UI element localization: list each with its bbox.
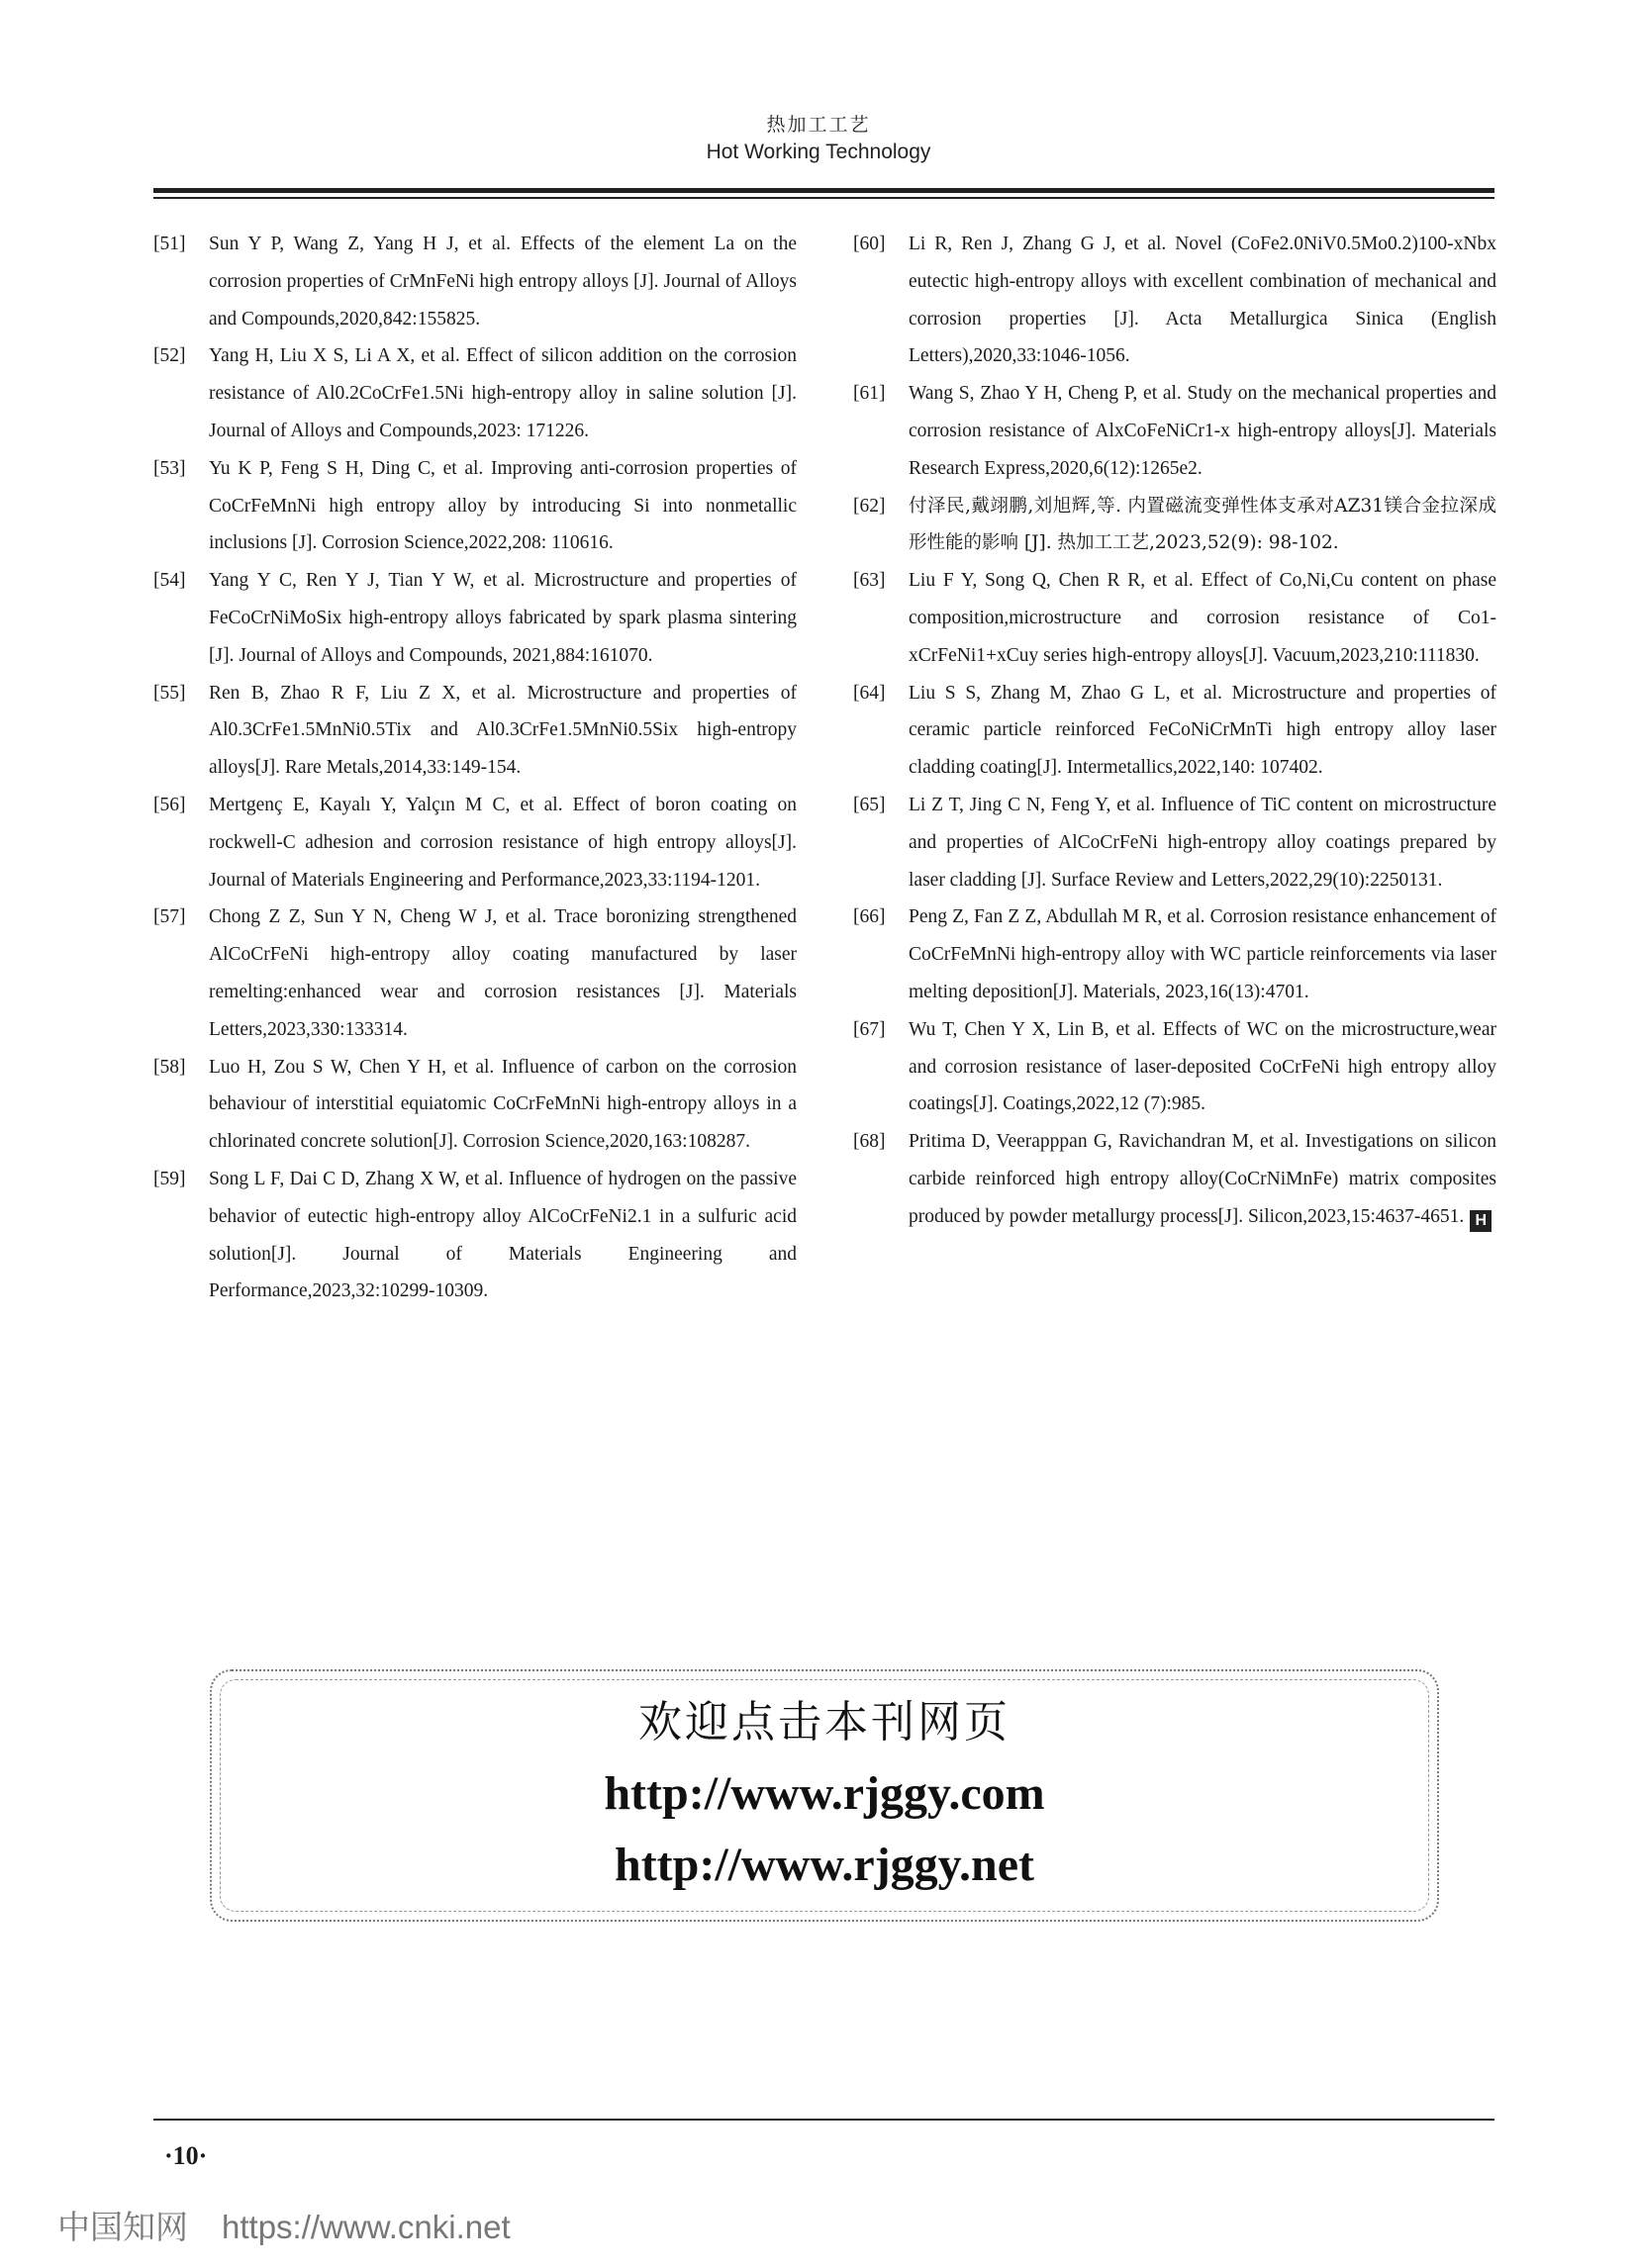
- reference-text: Song L F, Dai C D, Zhang X W, et al. Influence of hydrogen on the passive behavior of eutectic high-entropy alloy AlCoCrFeNi2.1 in a sulfuric acid solution[J]. Journal of Materials Engineering and Performance,2023,32:10299-10309.: [209, 1168, 797, 1302]
- reference-number: [51]: [153, 234, 186, 254]
- reference-text: Liu F Y, Song Q, Chen R R, et al. Effect of Co,Ni,Cu content on phase composition,microstructure and corrosion resistance of Co1-xCrFeNi1+xCuy series high-entropy alloys[J]. Vacuum,2023,210:111830.: [909, 570, 1496, 666]
- reference-entry: [853, 562, 1496, 674]
- reference-number: [52]: [153, 345, 186, 367]
- banner-url-net[interactable]: http://www.rjggy.net: [615, 1839, 1034, 1891]
- reference-number: [57]: [153, 906, 186, 928]
- cnki-watermark: [57, 2202, 511, 2248]
- reference-entry: [853, 488, 1496, 563]
- reference-number: [60]: [853, 234, 886, 254]
- reference-text: Li R, Ren J, Zhang G J, et al. Novel (CoFe2.0NiV0.5Mo0.2)100-xNbx eutectic high-entropy alloys with excellent combination of mechanical and corrosion properties [J]. Acta Metallurgica Sinica (English Letters),2020,33:1046-1056.: [909, 234, 1496, 367]
- reference-entry: [853, 898, 1496, 1010]
- reference-text: Luo H, Zou S W, Chen Y H, et al. Influence of carbon on the corrosion behaviour of interstitial equiatomic CoCrFeMnNi high-entropy alloys in a chlorinated concrete solution[J]. Corrosion Science,2020,163:108287.: [209, 1056, 797, 1153]
- reference-entry: [153, 226, 797, 337]
- reference-text: Liu S S, Zhang M, Zhao G L, et al. Microstructure and properties of ceramic particle reinforced FeCoNiCrMnTi high entropy alloy laser cladding coating[J]. Intermetallics,2022,140: 107402.: [909, 682, 1496, 779]
- reference-text: Yang Y C, Ren Y J, Tian Y W, et al. Microstructure and properties of FeCoCrNiMoSix high-entropy alloys fabricated by spark plasma sintering [J]. Journal of Alloys and Compounds, 2021,884:161070.: [209, 570, 797, 666]
- reference-entry: [853, 675, 1496, 787]
- reference-text: Ren B, Zhao R F, Liu Z X, et al. Microstructure and properties of Al0.3CrFe1.5MnNi0.5Tix and Al0.3CrFe1.5MnNi0.5Six high-entropy alloys[J]. Rare Metals,2014,33:149-154.: [209, 682, 797, 779]
- website-banner: [210, 1687, 1439, 1901]
- reference-number: [56]: [153, 794, 186, 815]
- reference-number: [59]: [153, 1168, 186, 1189]
- reference-column-left: [153, 226, 797, 1310]
- reference-text: Peng Z, Fan Z Z, Abdullah M R, et al. Corrosion resistance enhancement of CoCrFeMnNi high-entropy alloy with WC particle reinforcements via laser melting deposition[J]. Materials, 2023,16(13):4701.: [909, 906, 1496, 1002]
- reference-number: [65]: [853, 794, 886, 815]
- reference-number: [64]: [853, 682, 886, 704]
- reference-number: [54]: [153, 570, 186, 592]
- footer-rule: [153, 2119, 1494, 2121]
- reference-text: Mertgenç E, Kayalı Y, Yalçın M C, et al. Effect of boron coating on rockwell-C adhesion and corrosion resistance of high entropy alloys[J]. Journal of Materials Engineering and Performance,2023,33:1194-1201.: [209, 794, 797, 891]
- reference-number: [62]: [853, 495, 886, 517]
- end-of-article-mark: H: [1470, 1210, 1492, 1232]
- reference-entry: [153, 1161, 797, 1310]
- reference-entry: [853, 1011, 1496, 1123]
- reference-number: [61]: [853, 383, 886, 405]
- reference-text: Li Z T, Jing C N, Feng Y, et al. Influence of TiC content on microstructure and properties of AlCoCrFeNi high-entropy alloy coatings prepared by laser cladding [J]. Surface Review and Letters,2022,29(10):2250131.: [909, 794, 1496, 891]
- watermark-cn: 中国知网: [57, 2208, 188, 2246]
- reference-text: Wang S, Zhao Y H, Cheng P, et al. Study on the mechanical properties and corrosion resistance of AlxCoFeNiCr1-x high-entropy alloys[J]. Materials Research Express,2020,6(12):1265e2.: [909, 383, 1496, 479]
- reference-entry: [853, 226, 1496, 375]
- reference-text: Chong Z Z, Sun Y N, Cheng W J, et al. Trace boronizing strengthened AlCoCrFeNi high-entropy alloy coating manufactured by laser remelting:enhanced wear and corrosion resistances [J]. Materials Letters,2023,330:133314.: [209, 906, 797, 1040]
- reference-column-right: [853, 226, 1496, 1236]
- reference-number: [58]: [153, 1056, 186, 1078]
- reference-number: [67]: [853, 1018, 886, 1040]
- reference-text: 付泽民,戴翊鹏,刘旭辉,等. 内置磁流变弹性体支承对AZ31镁合金拉深成形性能的影响 [J]. 热加工工艺,2023,52(9): 98-102.: [909, 495, 1496, 554]
- reference-text: Yu K P, Feng S H, Ding C, et al. Improving anti-corrosion properties of CoCrFeMnNi high entropy alloy by introducing Si into nonmetallic inclusions [J]. Corrosion Science,2022,208: 110616.: [209, 457, 797, 554]
- reference-entry: [153, 337, 797, 449]
- reference-number: [63]: [853, 570, 886, 592]
- watermark-url: https://www.cnki.net: [222, 2209, 511, 2245]
- reference-entry: [153, 450, 797, 562]
- reference-number: [68]: [853, 1131, 886, 1153]
- header-rule-thin: [153, 197, 1494, 199]
- reference-entry: [853, 375, 1496, 487]
- page-number: ·10·: [164, 2141, 208, 2170]
- banner-url-com[interactable]: http://www.rjggy.com: [604, 1767, 1045, 1820]
- reference-text: Pritima D, Veerapppan G, Ravichandran M, et al. Investigations on silicon carbide reinforced high entropy alloy(CoCrNiMnFe) matrix composites produced by powder metallurgy process[J]. Silicon,2023,15:4637-4651. H: [909, 1123, 1496, 1235]
- journal-name-en: Hot Working Technology: [706, 141, 931, 163]
- reference-text: Yang H, Liu X S, Li A X, et al. Effect of silicon addition on the corrosion resistance of Al0.2CoCrFe1.5Ni high-entropy alloy in saline solution [J]. Journal of Alloys and Compounds,2023: 171226.: [209, 345, 797, 441]
- running-header: [0, 111, 1637, 166]
- reference-number: [66]: [853, 906, 886, 928]
- reference-text: Sun Y P, Wang Z, Yang H J, et al. Effects of the element La on the corrosion properties of CrMnFeNi high entropy alloys [J]. Journal of Alloys and Compounds,2020,842:155825.: [209, 234, 797, 330]
- reference-entry: [153, 898, 797, 1048]
- header-rule-thick: [153, 188, 1494, 193]
- reference-entry: [853, 1123, 1496, 1235]
- reference-number: [53]: [153, 457, 186, 479]
- reference-entry: [153, 562, 797, 674]
- reference-number: [55]: [153, 682, 186, 704]
- journal-name-cn: 热加工工艺: [766, 114, 871, 136]
- reference-entry: [153, 675, 797, 787]
- banner-title: 欢迎点击本刊网页: [638, 1697, 1011, 1748]
- reference-entry: [153, 787, 797, 898]
- reference-text: Wu T, Chen Y X, Lin B, et al. Effects of WC on the microstructure,wear and corrosion resistance of laser-deposited CoCrFeNi high entropy alloy coatings[J]. Coatings,2022,12 (7):985.: [909, 1018, 1496, 1115]
- reference-entry: [153, 1049, 797, 1161]
- reference-entry: [853, 787, 1496, 898]
